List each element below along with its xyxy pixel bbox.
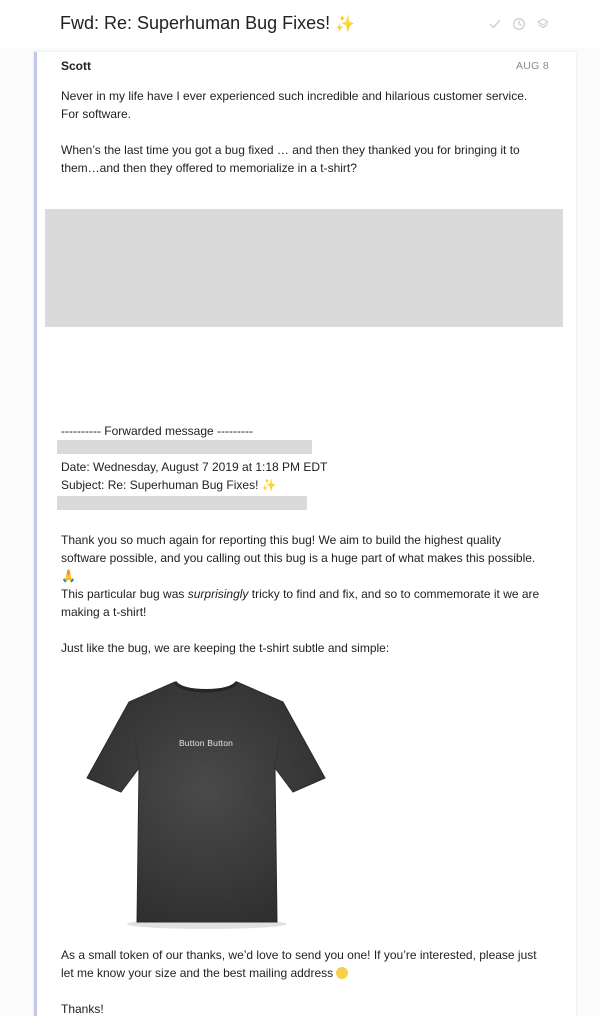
- layers-icon[interactable]: [536, 17, 550, 31]
- forwarded-subject: [61, 476, 547, 494]
- body-paragraph-2-lead: This particular bug was: [61, 587, 188, 601]
- sparkles-icon: ✨: [335, 16, 356, 33]
- message-date: AUG 8: [515, 60, 549, 72]
- check-icon[interactable]: [488, 17, 502, 31]
- redacted-sender-line: [57, 440, 312, 454]
- intro-paragraph-1: Never in my life have I ever experienced such incredible and hilarious customer service. For software.: [61, 89, 528, 121]
- thread-subject-text: Fwd: Re: Superhuman Bug Fixes!: [60, 13, 331, 33]
- body-paragraph-4-text: As a small token of our thanks, we’d love to send you one! If you’re interested, please just let me know your size and the best mailing address: [61, 948, 537, 980]
- thread-subject: [60, 13, 355, 34]
- forwarded-subject-text: Subject: Re: Superhuman Bug Fixes!: [61, 478, 259, 492]
- body-paragraph-1-text: Thank you so much again for reporting this bug! We aim to build the highest quality software possible, and you calling out this bug is a huge part of what makes this possible.: [61, 533, 536, 565]
- clock-icon[interactable]: [512, 17, 526, 31]
- redacted-image: [45, 209, 563, 327]
- redacted-recipient-line: [57, 496, 307, 510]
- body-paragraph-1: [61, 531, 547, 585]
- tshirt-print-text: Button Button: [178, 738, 234, 748]
- header-actions: [488, 17, 550, 31]
- body-paragraph-2-emphasis: surprisingly: [187, 587, 249, 601]
- smiley-icon: [336, 967, 348, 979]
- sparkles-icon: ✨: [261, 478, 277, 492]
- body-paragraph-2: [61, 585, 547, 621]
- intro-paragraph-2: When’s the last time you got a bug fixed … and then they thanked you for bringing it to them…and then they offered to memorialize in a t-shirt?: [61, 143, 520, 175]
- closing-line: Thanks!: [61, 1002, 104, 1016]
- body-paragraph-3: Just like the bug, we are keeping the t-shirt subtle and simple:: [61, 641, 390, 655]
- sender-name[interactable]: Scott: [61, 59, 91, 73]
- body-paragraph-4: [61, 946, 547, 982]
- message-card[interactable]: [34, 52, 576, 1016]
- folded-hands-icon: 🙏: [61, 569, 76, 583]
- tshirt-image: [83, 680, 329, 930]
- body-paragraph-2-tail: tricky to find and fix, and so to commemorate it we are making a t-shirt!: [61, 587, 540, 619]
- forwarded-header: ---------- Forwarded message ---------: [61, 424, 253, 438]
- forwarded-date: Date: Wednesday, August 7 2019 at 1:18 PM EDT: [61, 460, 328, 474]
- thread-header: [0, 0, 600, 48]
